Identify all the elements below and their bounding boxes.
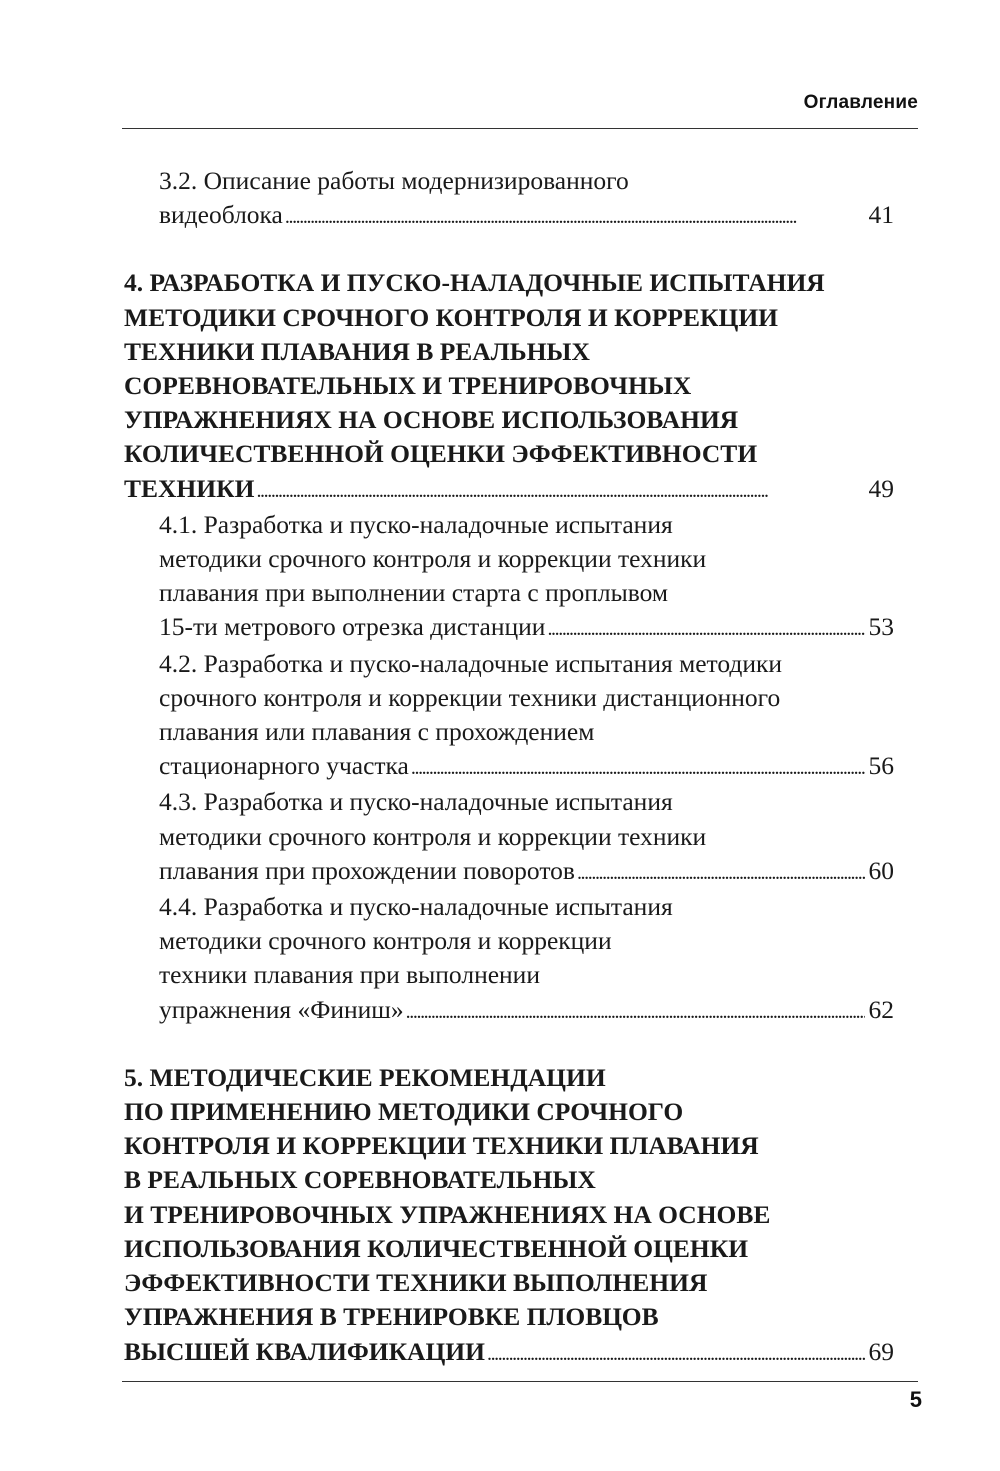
toc-chapter-line: МЕТОДИКИ СРОЧНОГО КОНТРОЛЯ И КОРРЕКЦИИ <box>124 302 778 332</box>
toc-chapter-line: УПРАЖНЕНИЯ В ТРЕНИРОВКЕ ПЛОВЦОВ <box>124 1302 659 1332</box>
toc-chapter-line: ТЕХНИКИ ПЛАВАНИЯ В РЕАЛЬНЫХ <box>124 336 590 366</box>
toc-chapter-lastline <box>124 472 894 508</box>
toc-chapter-lastline <box>124 1335 894 1371</box>
toc-chapter-text: ТЕХНИКИ <box>124 473 255 503</box>
page-number: 5 <box>909 1387 922 1412</box>
toc-chapter-line: ПО ПРИМЕНЕНИЮ МЕТОДИКИ СРОЧНОГО <box>124 1097 684 1127</box>
toc-chapter-line: ИСПОЛЬЗОВАНИЯ КОЛИЧЕСТВЕННОЙ ОЦЕНКИ <box>124 1233 749 1263</box>
toc-entry-4-3[interactable] <box>124 785 894 890</box>
dot-leader <box>487 1337 865 1371</box>
toc-chapter-line: И ТРЕНИРОВОЧНЫХ УПРАЖНЕНИЯХ НА ОСНОВЕ <box>124 1199 771 1229</box>
toc-entry-line: 4.2. Разработка и пуско-наладочные испытания методики <box>159 648 783 678</box>
toc-entry-lastline <box>159 198 894 234</box>
toc-chapter-line: 4. РАЗРАБОТКА И ПУСКО-НАЛАДОЧНЫЕ ИСПЫТАНИЯ <box>124 268 825 298</box>
toc-page-number: 41 <box>868 200 894 230</box>
toc-entry-line: методики срочного контроля и коррекции <box>159 926 612 956</box>
dot-leader <box>411 751 865 785</box>
dot-leader <box>406 995 865 1029</box>
toc-entry-lastline <box>159 749 894 785</box>
toc-page-number: 49 <box>868 473 894 503</box>
toc-entry-text: стационарного участка <box>159 751 409 781</box>
toc-chapter-line: СОРЕВНОВАТЕЛЬНЫХ И ТРЕНИРОВОЧНЫХ <box>124 371 692 401</box>
dot-leader <box>256 474 864 508</box>
toc-entry-4-1[interactable] <box>124 508 894 647</box>
toc-entry-line: 4.4. Разработка и пуско-наладочные испытания <box>159 892 673 922</box>
toc-entry-3-2[interactable] <box>124 164 894 234</box>
toc-entry-line: плавания при выполнении старта с проплывом <box>159 578 669 608</box>
toc-chapter-line: КОНТРОЛЯ И КОРРЕКЦИИ ТЕХНИКИ ПЛАВАНИЯ <box>124 1131 759 1161</box>
toc-entry-4-2[interactable] <box>124 647 894 786</box>
toc-chapter-4[interactable] <box>124 266 894 507</box>
toc-entry-line: методики срочного контроля и коррекции техники <box>159 821 707 851</box>
toc-entry-text: упражнения «Финиш» <box>159 994 404 1024</box>
toc-entry-4-4[interactable] <box>124 890 894 1029</box>
toc-page-number: 56 <box>868 751 894 781</box>
toc-page-number: 53 <box>868 612 894 642</box>
dot-leader <box>577 856 865 890</box>
toc-page-number: 69 <box>868 1336 894 1366</box>
toc-entry-lastline <box>159 993 894 1029</box>
toc-page-number: 60 <box>868 855 894 885</box>
toc-entry-line: плавания или плавания с прохождением <box>159 717 595 747</box>
toc-chapter-line: В РЕАЛЬНЫХ СОРЕВНОВАТЕЛЬНЫХ <box>124 1165 596 1195</box>
toc-entry-line: техники плавания при выполнении <box>159 960 540 990</box>
toc-entry-text: плавания при прохождении поворотов <box>159 855 575 885</box>
running-header-title: Оглавление <box>803 92 918 113</box>
toc-entry-text: 15-ти метрового отрезка дистанции <box>159 612 546 642</box>
toc-page-number: 62 <box>868 994 894 1024</box>
table-of-contents <box>124 164 894 1371</box>
toc-entry-line: срочного контроля и коррекции техники дистанционного <box>159 682 781 712</box>
toc-chapter-text: ВЫСШЕЙ КВАЛИФИКАЦИИ <box>124 1336 485 1366</box>
dot-leader <box>547 612 864 646</box>
toc-entry-lastline <box>159 610 894 646</box>
toc-chapter-line: 5. МЕТОДИЧЕСКИЕ РЕКОМЕНДАЦИИ <box>124 1062 606 1092</box>
toc-chapter-line: КОЛИЧЕСТВЕННОЙ ОЦЕНКИ ЭФФЕКТИВНОСТИ <box>124 439 758 469</box>
toc-entry-text: видеоблока <box>159 200 283 230</box>
dot-leader <box>285 200 865 234</box>
toc-chapter-line: УПРАЖНЕНИЯХ НА ОСНОВЕ ИСПОЛЬЗОВАНИЯ <box>124 405 739 435</box>
toc-entry-line: методики срочного контроля и коррекции техники <box>159 544 707 574</box>
toc-chapter-line: ЭФФЕКТИВНОСТИ ТЕХНИКИ ВЫПОЛНЕНИЯ <box>124 1268 708 1298</box>
toc-entry-lastline <box>159 854 894 890</box>
toc-chapter-5[interactable] <box>124 1061 894 1371</box>
toc-entry-line: 4.3. Разработка и пуско-наладочные испытания <box>159 787 673 817</box>
header-rule <box>122 128 918 129</box>
footer-rule <box>122 1381 918 1382</box>
toc-entry-line: 4.1. Разработка и пуско-наладочные испытания <box>159 509 673 539</box>
toc-entry-line: 3.2. Описание работы модернизированного <box>159 166 629 195</box>
